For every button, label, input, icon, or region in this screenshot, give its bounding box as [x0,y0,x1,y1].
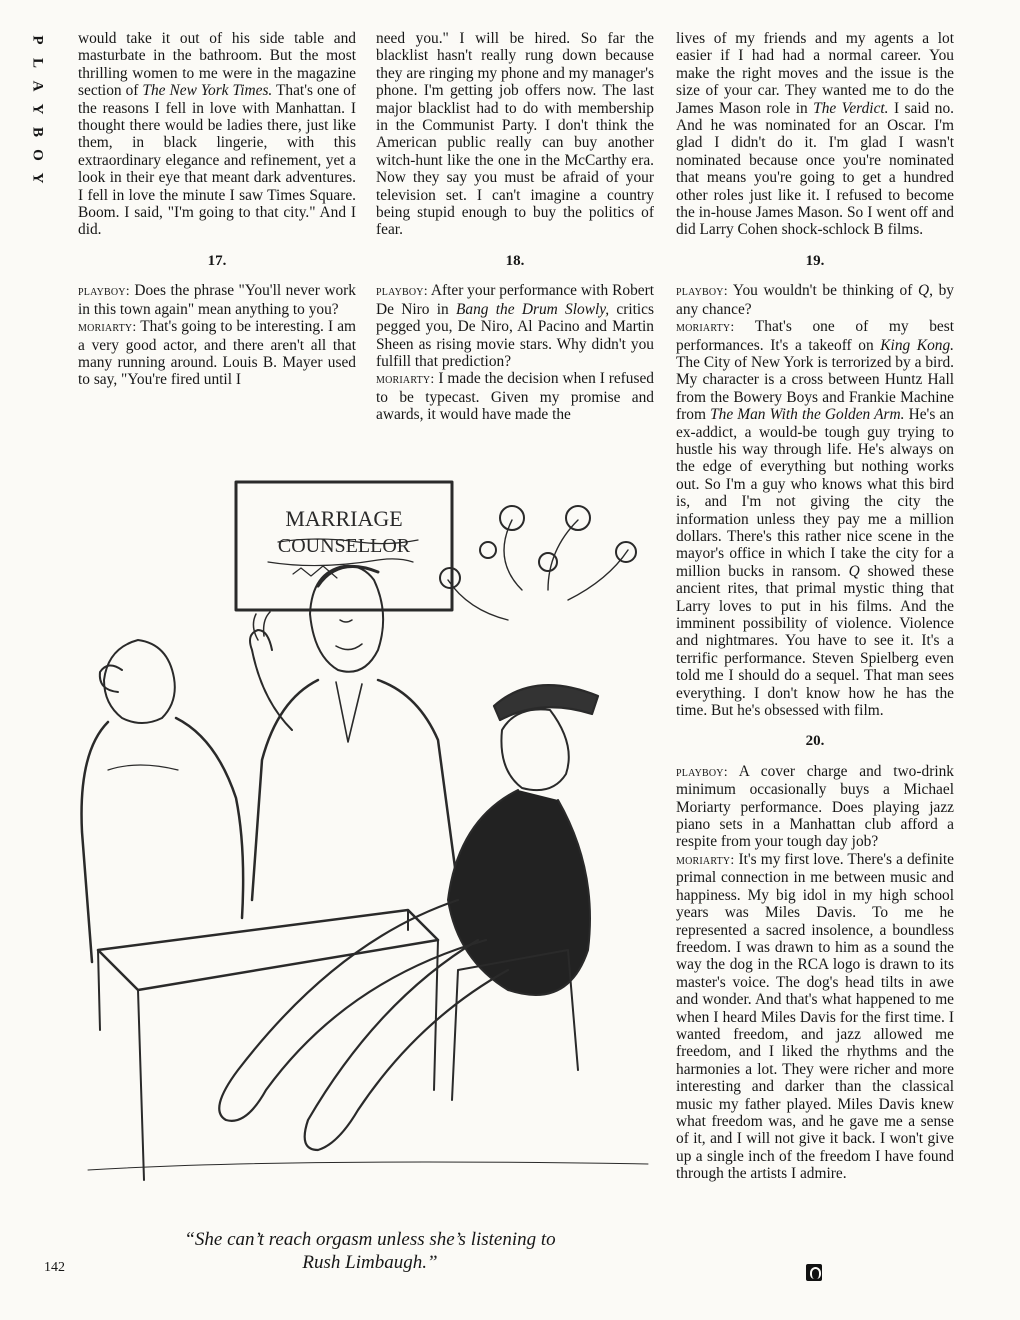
interviewee-answer: moriarty: It's my first love. There's a definite primal connection in me between music and happiness. My big idol in my high school years was Miles Davis. To me he represented a sacred insolence, a boundless freedom. I was drawn to him as a sound the way the dog in the RCA logo is drawn to its master's voice. The dog's head tilts in awe and wonder. And that's what happened to me when I heard Miles Davis for the first time. I wanted freedom, and jazz allowed me freedom, and I liked the rhythms and the harmonies a lot. They were richer and more interesting and darker than the classical music my father played. Miles Davis knew what freedom was, and he gave me a sense of it, and I will not give it back. I won't give up a single inch of the freedom I have found through the artists I admire. [676,850,954,1183]
cartoon-caption: “She can’t reach orgasm unless she’s listening to Rush Limbaugh.” [184,1229,556,1273]
interviewee-answer: moriarty: That's one of my best performances. It's a takeoff on King Kong. The City of New York is terrorized by a bird. My character is a cross between Huntz Hall from the Bowery Boys and Frankie Machine from The Man With the Golden Arm. He's an ex-addict, a would-be tough guy trying to hustle his way through life. He's always on the edge of everything but nothing works out. So I'm a guy who knows what this bird is, and I'm not giving the city the information unless they pay me a million dollars. There's this rather nice scene in the mayor's office in which I take the city for a million bucks in ransom. Q showed these ancient rites, that primal mystic thing that Larry loves to put in his films. And the imminent possibility of violence. Violence and nightmares. You have to see it. It's a terrific performance. Steven Spielberg even told me I should do a sequel. That man sees everything. I don't know how he has the time. But he's obsessed with film. [676,318,955,720]
article-column-2 [376,30,654,424]
question-number: 20. [805,733,825,750]
interviewer-question: playboy: After your performance with Robert De Niro in Bang the Drum Slowly, critics pegged you, De Niro, Al Pacino and Martin Sheen as rising movie stars. Why didn't you fulfill that prediction? [376,282,655,370]
interviewee-answer: moriarty: I made the decision when I refused to be typecast. Given my promise and awards, it would have made the [376,370,654,424]
interviewer-question: playboy: You wouldn't be thinking of Q, by any chance? [676,282,954,318]
interviewer-question: playboy: A cover charge and two-drink minimum occasionally buys a Michael Moriarty performance. Does playing jazz piano sets in a Manhattan club afford a respite from your tough day job? [676,762,954,851]
sign-text: COUNSELLOR [277,535,411,557]
cartoon-illustration [78,470,658,1210]
article-column-1 [78,30,356,389]
question-number: 18. [505,252,525,269]
interviewer-question: playboy: Does the phrase "You'll never work in this town again" mean anything to you? [78,282,357,318]
question-number: 17. [207,252,227,269]
paragraph: would take it out of his side table and masturbate in the bathroom. But the most thrilling women to me were in the magazine section of The New York Times. That's one of the reasons I fell in love with Manhattan. I thought there would be ladies there, just like them, in black lingerie, with this extraordinary elegance and refinement, yet a look in their eye that meant dark adventures. I fell in love the minute I saw Times Square. Boom. I said, "I'm going to that city." And I did. [78,30,356,239]
paragraph: lives of my friends and my agents a lot easier if I had had a normal career. You make the right moves and the issue is the size of your car. They wanted me to do the James Mason role in The Verdict. I said no. And he was nominated for an Oscar. I'm glad I didn't do it. I'm glad I wasn't nominated because once you're nominated that means you're going to get a hundred other roles just like it. I refused to become the in-house James Mason. So I went off and did Larry Cohen shock-schlock B films. [676,30,954,239]
interviewee-answer: moriarty: That's going to be interesting. I am a very good actor, and there aren't all that many running around. Louis B. Mayer used to say, "You're fired until I [78,318,356,389]
paragraph: need you." I will be hired. So far the blacklist hasn't really rung down because they are ringing my phone and my manager's phone. I'm getting job offers now. The last major blacklist had to do with membership in the Communist Party. I don't think the American public really can buy another witch-hunt like the one in the McCarthy era. Now they say you must be afraid of your television set. I can't imagine a country being stupid enough to buy the politics of fear. [376,30,654,239]
sign-text: MARRIAGE [285,506,403,531]
rabbit-head-end-mark-icon [806,1264,822,1281]
article-column-3 [676,30,954,1183]
page-number: 142 [44,1260,65,1275]
question-number: 19. [805,252,825,269]
running-title: P L A Y B O Y [29,35,46,187]
